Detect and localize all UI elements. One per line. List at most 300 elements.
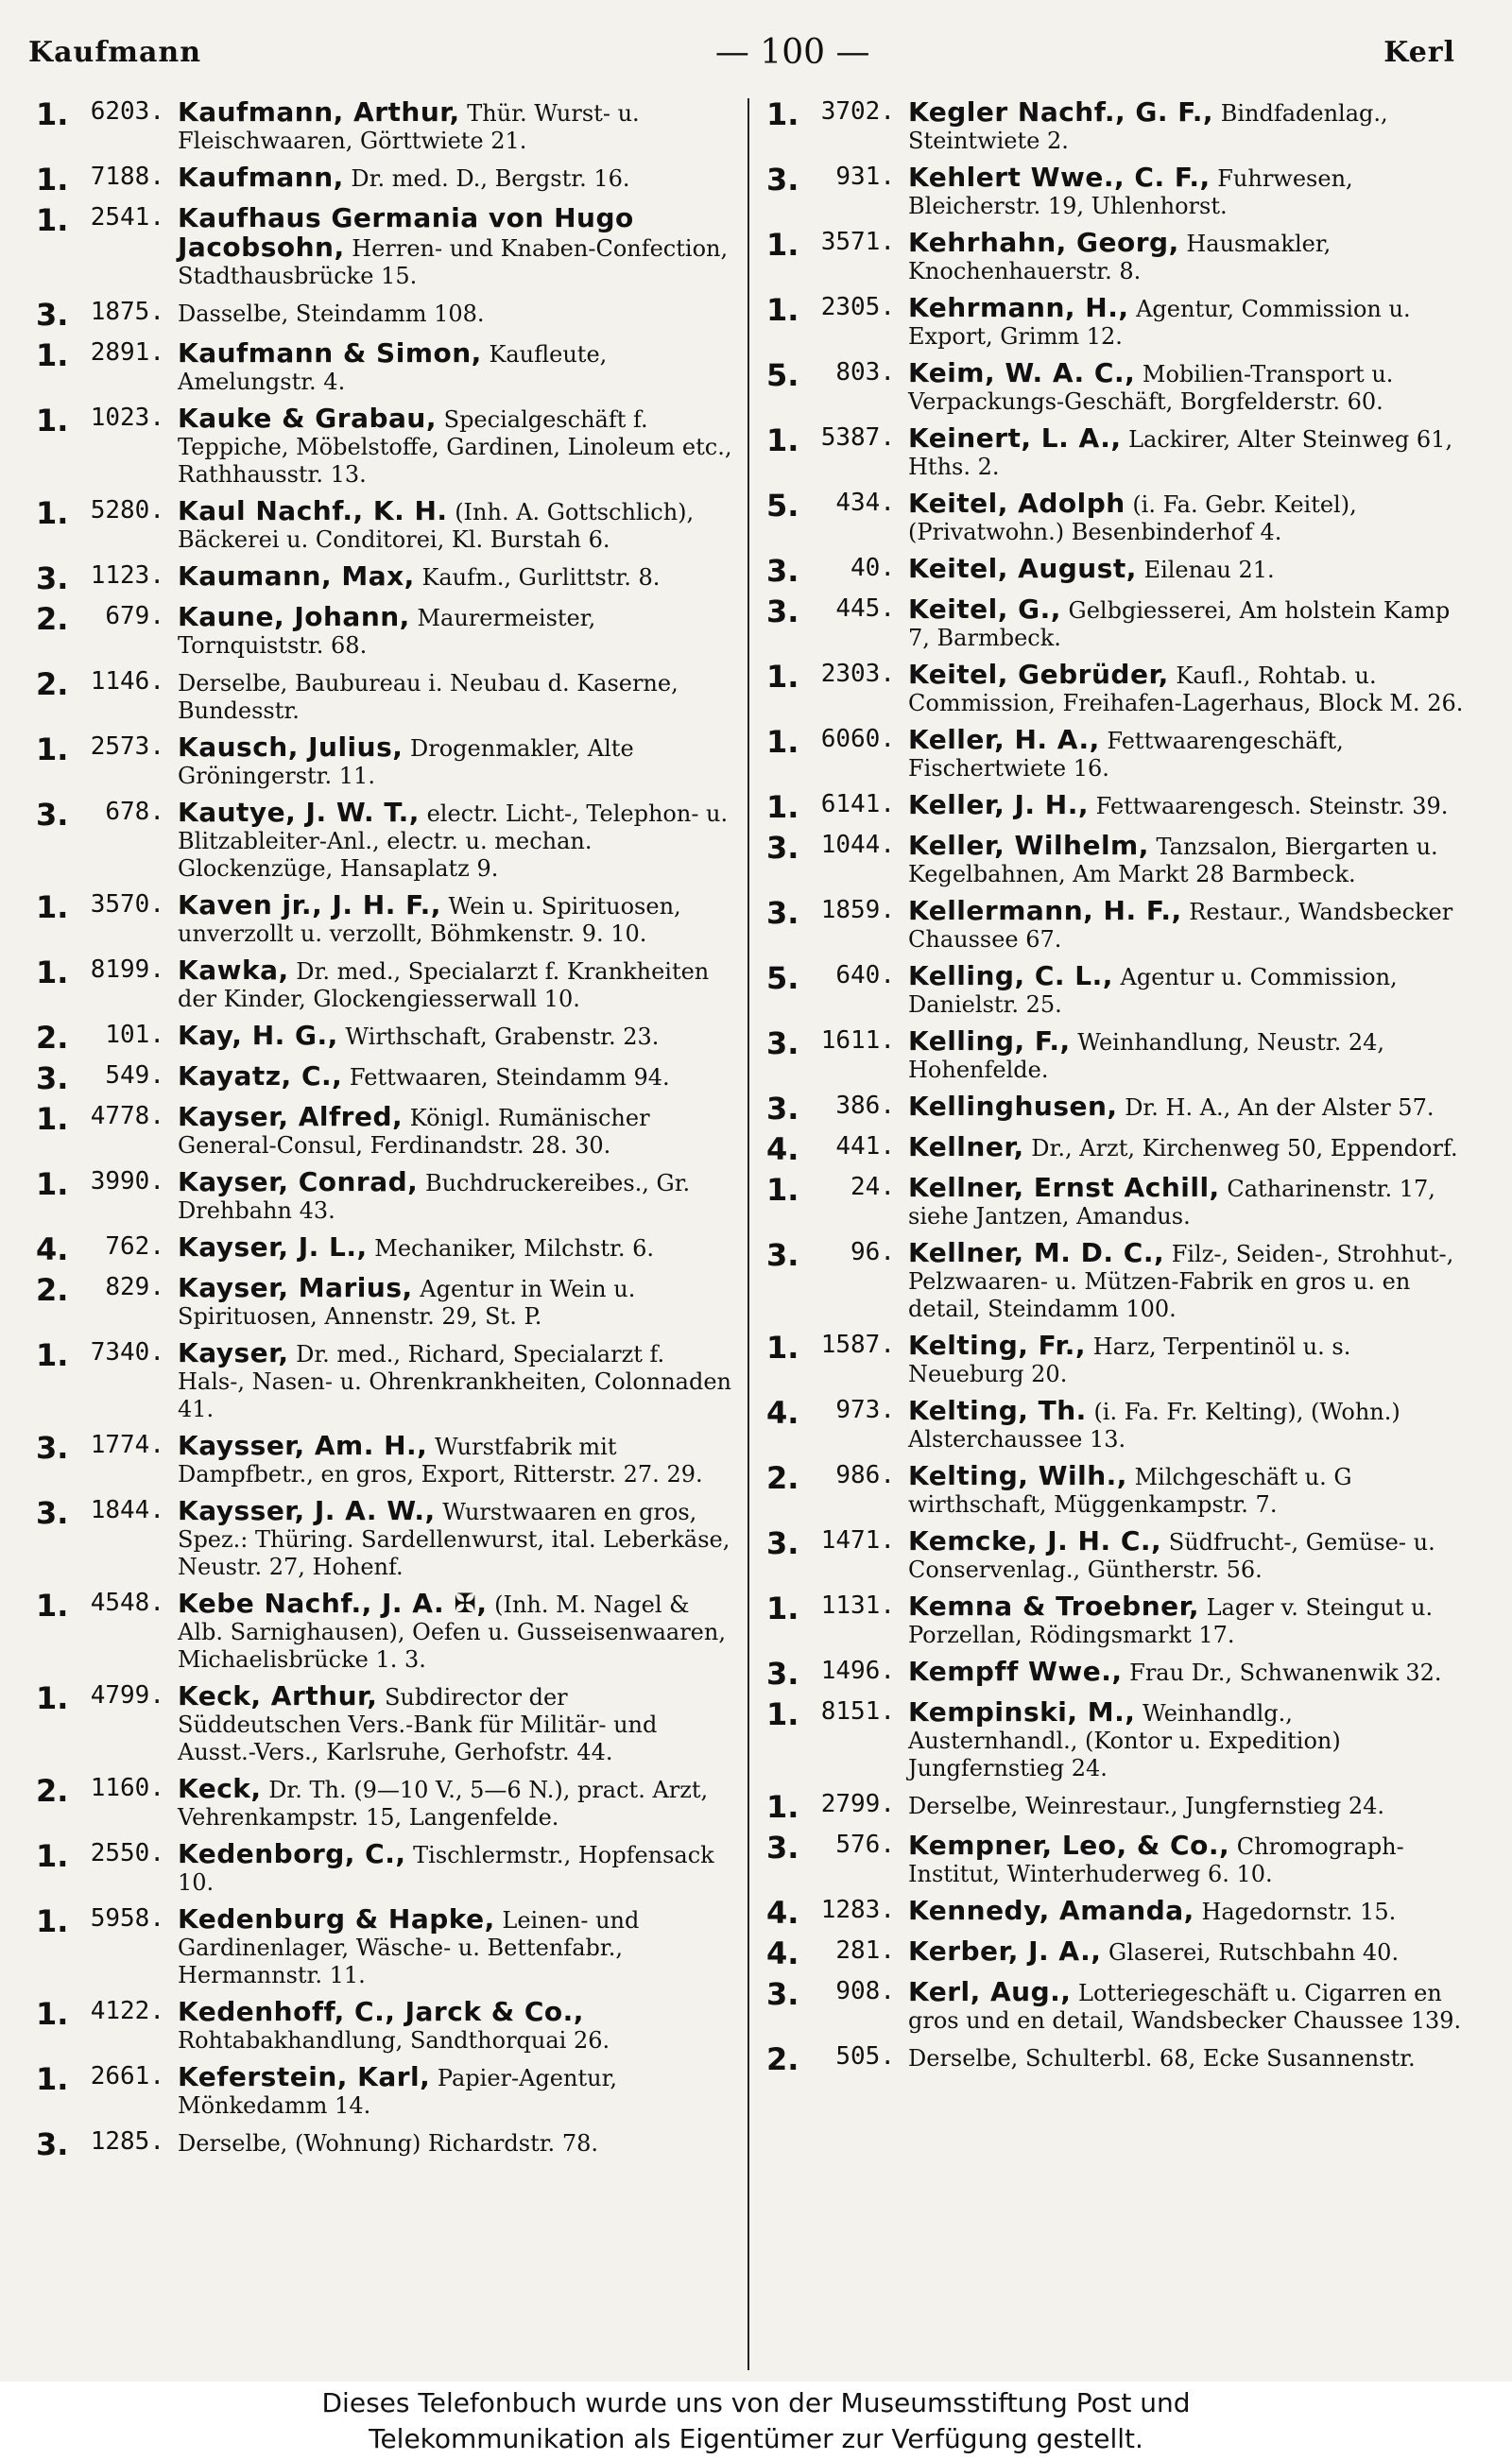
subscriber-details: Thür. Wurst- u. Fleischwaaren, Görttwiete 21. — [178, 100, 640, 154]
entry-body — [908, 490, 1465, 546]
phone-number: 8151. — [820, 1697, 895, 1726]
exchange-number: 5. — [766, 357, 799, 393]
entry-body — [908, 1592, 1465, 1649]
phone-number: 576. — [835, 1831, 895, 1859]
exchange-number: 2. — [36, 601, 69, 637]
subscriber-details: Wirthschaft, Grabenstr. 23. — [337, 1024, 660, 1050]
subscriber-name: Kaufmann, — [178, 162, 344, 193]
phone-number: 973. — [835, 1396, 895, 1424]
subscriber-details: Maurermeister, Tornquiststr. 68. — [178, 605, 596, 659]
phone-number: 1285. — [90, 2127, 164, 2156]
phone-number: 6060. — [820, 725, 895, 753]
entry-body — [908, 1937, 1465, 1970]
exchange-number: 1. — [36, 955, 69, 990]
phone-number: 1023. — [90, 404, 164, 432]
subscriber-details: Drogenmakler, Alte Gröningerstr. 11. — [178, 735, 634, 789]
directory-entry — [36, 733, 734, 790]
entry-body — [908, 294, 1465, 351]
exchange-number: 3. — [36, 1060, 69, 1096]
subscriber-name: Kerber, J. A., — [908, 1935, 1102, 1967]
exchange-number: 2. — [766, 2041, 799, 2077]
entry-body — [178, 163, 734, 196]
directory-entry — [766, 1397, 1465, 1454]
footer-text: Dieses Telefonbuch wurde uns von der Museumsstiftung Post und Telekommunikation als Eigentümer zur Verfügung gestellt. — [321, 2386, 1191, 2454]
entry-body — [908, 424, 1465, 481]
page-number: — 100 — — [714, 32, 870, 72]
entry-body — [178, 1682, 734, 1766]
subscriber-name: Kennedy, Amanda, — [908, 1895, 1194, 1926]
phone-number: 678. — [105, 798, 164, 826]
directory-entry — [36, 1682, 734, 1766]
exchange-number: 1. — [766, 1591, 799, 1626]
subscriber-name: Keller, J. H., — [908, 789, 1089, 820]
directory-entry — [36, 1022, 734, 1054]
directory-entry — [766, 424, 1465, 481]
subscriber-name: Kemcke, J. H. C., — [908, 1525, 1162, 1557]
exchange-number: 1. — [36, 495, 69, 531]
phone-number: 4548. — [90, 1589, 164, 1617]
entry-body — [178, 2128, 734, 2160]
exchange-number: 3. — [36, 1430, 69, 1466]
subscriber-details: (i. Fa. Fr. Kelting), (Wohn.) Alsterchaussee 13. — [908, 1399, 1400, 1453]
phone-number: 2573. — [90, 732, 164, 761]
directory-entry — [36, 603, 734, 660]
exchange-number: 1. — [766, 1172, 799, 1208]
entry-body — [908, 1174, 1465, 1230]
phone-number: 1859. — [820, 896, 895, 924]
subscriber-details: Agentur u. Commission, Danielstr. 25. — [908, 964, 1398, 1018]
entry-body — [908, 1462, 1465, 1519]
exchange-number: 1. — [36, 889, 69, 925]
subscriber-details: (Inh. A. Gottschlich), Bäckerei u. Conditorei, Kl. Burstah 6. — [178, 499, 695, 553]
exchange-number: 1. — [36, 1166, 69, 1202]
entry-body — [178, 1062, 734, 1094]
phone-number: 1283. — [820, 1896, 895, 1924]
entry-body — [178, 1274, 734, 1331]
exchange-number: 1. — [36, 98, 69, 132]
subscriber-name: Kayser, — [178, 1337, 289, 1368]
entry-body — [178, 299, 734, 331]
subscriber-name: Kegler Nachf., G. F., — [908, 98, 1214, 128]
phone-number: 1044. — [820, 831, 895, 859]
subscriber-name: Kellinghusen, — [908, 1091, 1118, 1122]
directory-entry — [766, 726, 1465, 783]
subscriber-details: Hausmakler, Knochenhauerstr. 8. — [908, 231, 1332, 284]
directory-entry — [36, 1432, 734, 1488]
phone-number: 1496. — [820, 1657, 895, 1685]
exchange-number: 1. — [36, 1588, 69, 1624]
subscriber-name: Kelting, Th. — [908, 1395, 1087, 1426]
subscriber-name: Kausch, Julius, — [178, 731, 404, 763]
subscriber-details: Specialgeschäft f. Teppiche, Möbelstoffe, Gardinen, Linoleum etc., Rathhausstr. 13. — [178, 406, 732, 488]
directory-entry — [766, 1832, 1465, 1888]
entry-body — [178, 204, 734, 290]
directory-entry — [36, 497, 734, 554]
phone-number: 434. — [835, 489, 895, 517]
subscriber-details: Bindfadenlag., Steintwiete 2. — [908, 100, 1388, 154]
directory-entry — [766, 661, 1465, 717]
subscriber-details: Mobilien-Transport u. Verpackungs-Geschäft, Borgfelderstr. 60. — [908, 361, 1394, 415]
subscriber-name: Kautye, J. W. T., — [178, 797, 420, 828]
directory-entry — [36, 1233, 734, 1265]
exchange-number: 3. — [36, 2126, 69, 2162]
subscriber-details: Kaufl., Rohtab. u. Commission, Freihafen-Lagerhaus, Block M. 26. — [908, 662, 1464, 716]
subscriber-details: Wurstwaaren en gros, Spez.: Thüring. Sardellenwurst, ital. Leberkäse, Neustr. 27, Hohenf. — [178, 1499, 730, 1580]
directory-entry — [36, 891, 734, 948]
entry-body — [178, 1840, 734, 1897]
entry-body — [178, 339, 734, 396]
left-column — [26, 98, 749, 2370]
directory-entry — [766, 791, 1465, 823]
phone-number: 2661. — [90, 2062, 164, 2090]
subscriber-name: Kerl, Aug., — [908, 1976, 1072, 2007]
exchange-number: 1. — [766, 292, 799, 328]
exchange-number: 3. — [766, 1656, 799, 1692]
exchange-number: 1. — [766, 789, 799, 825]
header-right-keyword: Kerl — [1383, 35, 1455, 69]
directory-entry — [36, 1998, 734, 2055]
subscriber-name: Keinert, L. A., — [908, 422, 1122, 454]
subscriber-name: Kayser, Marius, — [178, 1272, 413, 1303]
subscriber-name: Kelling, F., — [908, 1025, 1071, 1057]
exchange-number: 4. — [36, 1231, 69, 1267]
subscriber-name: Keck, — [178, 1773, 262, 1804]
entry-body — [178, 603, 734, 660]
subscriber-name: Kehlert Wwe., C. F., — [908, 162, 1211, 193]
phone-number: 908. — [835, 1977, 895, 2005]
subscriber-details: Dr. med., Specialarzt f. Krankheiten der Kinder, Glockengiesserwall 10. — [178, 958, 710, 1012]
subscriber-name: Kaumann, Max, — [178, 560, 415, 592]
exchange-number: 3. — [766, 1525, 799, 1561]
subscriber-details: Catharinenstr. 17, siehe Jantzen, Amandus. — [908, 1176, 1435, 1230]
exchange-number: 3. — [766, 1830, 799, 1866]
subscriber-details: Agentur in Wein u. Spirituosen, Annenstr. 29, St. P. — [178, 1276, 636, 1330]
subscriber-name: Kawka, — [178, 955, 289, 986]
subscriber-name: Kempff Wwe., — [908, 1656, 1123, 1687]
phone-number: 6141. — [820, 790, 895, 818]
phone-number: 96. — [850, 1238, 895, 1266]
entry-body — [178, 1998, 734, 2055]
phone-number: 1774. — [90, 1431, 164, 1459]
entry-body — [908, 1658, 1465, 1690]
phone-number: 4799. — [90, 1681, 164, 1710]
directory-entry — [766, 294, 1465, 351]
exchange-number: 1. — [36, 731, 69, 767]
subscriber-details: Gelbgiesserei, Am holstein Kamp 7, Barmbeck. — [908, 597, 1451, 651]
entry-body — [178, 956, 734, 1013]
subscriber-details: Papier-Agentur, Mönkedamm 14. — [178, 2065, 618, 2119]
directory-entry — [36, 1339, 734, 1423]
subscriber-name: Kehrmann, H., — [908, 292, 1129, 323]
entry-body — [908, 98, 1465, 155]
directory-entry — [766, 229, 1465, 285]
exchange-number: 1. — [36, 1680, 69, 1716]
phone-number: 3570. — [90, 890, 164, 919]
subscriber-details: Derselbe, (Wohnung) Richardstr. 78. — [178, 2130, 598, 2157]
exchange-number: 4. — [766, 1895, 799, 1931]
subscriber-details: Lackirer, Alter Steinweg 61, Hths. 2. — [908, 426, 1453, 480]
subscriber-name: Kauke & Grabau, — [178, 403, 437, 434]
phone-number: 24. — [850, 1173, 895, 1201]
entry-body — [178, 799, 734, 883]
subscriber-name: Keitel, Adolph — [908, 488, 1125, 519]
exchange-number: 3. — [766, 1025, 799, 1061]
directory-entry — [766, 1978, 1465, 2035]
exchange-number: 1. — [36, 202, 69, 238]
entry-body — [908, 832, 1465, 888]
subscriber-details: Frau Dr., Schwanenwik 32. — [1122, 1660, 1442, 1686]
subscriber-name: Kayser, Alfred, — [178, 1101, 404, 1132]
subscriber-details: Glaserei, Rutschbahn 40. — [1101, 1939, 1400, 1966]
right-column — [749, 98, 1474, 2370]
exchange-number: 1. — [36, 1996, 69, 2032]
phone-number: 5958. — [90, 1904, 164, 1933]
subscriber-name: Kellner, — [908, 1131, 1024, 1162]
subscriber-name: Kedenhoff, C., Jarck & Co., — [178, 1996, 584, 2027]
exchange-number: 2. — [36, 1272, 69, 1308]
entry-body — [908, 1832, 1465, 1888]
directory-entry — [766, 1174, 1465, 1230]
subscriber-name: Kedenburg & Hapke, — [178, 1903, 495, 1935]
exchange-number: 4. — [766, 1935, 799, 1971]
directory-entry — [766, 1791, 1465, 1823]
subscriber-name: Kaufmann, Arthur, — [178, 98, 460, 128]
exchange-number: 3. — [766, 1091, 799, 1127]
entry-body — [908, 791, 1465, 823]
phone-number: 1146. — [90, 667, 164, 696]
entry-body — [908, 1397, 1465, 1454]
subscriber-name: Kaven jr., J. H. F., — [178, 889, 441, 920]
phone-number: 386. — [835, 1092, 895, 1120]
entry-body — [908, 897, 1465, 954]
directory-entry — [766, 1133, 1465, 1165]
entry-body — [908, 1092, 1465, 1125]
subscriber-details: Tischlermstr., Hopfensack 10. — [178, 1842, 714, 1896]
directory-entry — [766, 897, 1465, 954]
phone-number: 2541. — [90, 203, 164, 232]
footer-note — [0, 2382, 1512, 2460]
page-header — [28, 26, 1455, 77]
phone-number: 1160. — [90, 1774, 164, 1802]
exchange-number: 2. — [766, 1460, 799, 1496]
phone-number: 3990. — [90, 1167, 164, 1196]
subscriber-details: Leinen- und Gardinenlager, Wäsche- u. Bettenfabr., Hermannstr. 11. — [178, 1907, 640, 1988]
entry-body — [908, 2043, 1465, 2075]
phone-number: 549. — [105, 1061, 164, 1090]
subscriber-details: Fettwaarengesch. Steinstr. 39. — [1088, 793, 1449, 819]
subscriber-details: Kaufm., Gurlittstr. 8. — [414, 564, 661, 591]
subscriber-name: Kayser, Conrad, — [178, 1166, 419, 1197]
entry-body — [908, 1027, 1465, 1084]
entry-body — [908, 1897, 1465, 1929]
directory-entry — [766, 490, 1465, 546]
exchange-number: 2. — [36, 1773, 69, 1809]
directory-entry — [766, 1092, 1465, 1125]
entry-body — [908, 1527, 1465, 1584]
subscriber-details: Dr. Th. (9—10 V., 5—6 N.), pract. Arzt, Vehrenkampstr. 15, Langenfelde. — [178, 1777, 709, 1831]
subscriber-details: Milchgeschäft u. G wirthschaft, Müggenkampstr. 7. — [908, 1464, 1352, 1518]
entry-body — [178, 497, 734, 554]
subscriber-details: Eilenau 21. — [1136, 557, 1275, 583]
subscriber-details: Fettwaaren, Steindamm 94. — [342, 1064, 670, 1091]
entry-body — [178, 1168, 734, 1225]
exchange-number: 1. — [766, 422, 799, 458]
phone-number: 40. — [850, 554, 895, 582]
directory-entry — [36, 163, 734, 196]
entry-body — [178, 1022, 734, 1054]
subscriber-details: Harz, Terpentinöl u. s. Neueburg 20. — [908, 1333, 1351, 1387]
subscriber-name: Keim, W. A. C., — [908, 357, 1136, 388]
exchange-number: 3. — [36, 297, 69, 333]
entry-body — [908, 359, 1465, 416]
phone-number: 829. — [105, 1273, 164, 1301]
subscriber-details: Agentur, Commission u. Export, Grimm 12. — [908, 296, 1411, 350]
directory-entry — [766, 1592, 1465, 1649]
phone-number: 4778. — [90, 1102, 164, 1130]
directory-entry — [36, 1775, 734, 1832]
directory-entry — [36, 1103, 734, 1160]
directory-entry — [766, 1027, 1465, 1084]
subscriber-name: Keck, Arthur, — [178, 1680, 378, 1712]
entry-body — [178, 562, 734, 594]
subscriber-details: Buchdruckereibes., Gr. Drehbahn 43. — [178, 1170, 691, 1224]
phone-number: 7188. — [90, 163, 164, 191]
exchange-number: 1. — [36, 1337, 69, 1373]
subscriber-details: Dr. med. D., Bergstr. 16. — [343, 165, 630, 192]
subscriber-name: Kellner, M. D. C., — [908, 1237, 1165, 1268]
subscriber-name: Kelting, Wilh., — [908, 1460, 1127, 1491]
subscriber-details: Derselbe, Baubureau i. Neubau d. Kaserne, Bundesstr. — [178, 670, 679, 724]
exchange-number: 1. — [36, 1101, 69, 1137]
entry-body — [908, 555, 1465, 587]
entry-body — [908, 1332, 1465, 1388]
subscriber-details: Dr., Arzt, Kirchenweg 50, Eppendorf. — [1023, 1135, 1458, 1161]
directory-entry — [766, 1658, 1465, 1690]
entry-body — [178, 1233, 734, 1265]
entry-body — [178, 733, 734, 790]
subscriber-name: Kempinski, M., — [908, 1696, 1136, 1728]
subscriber-name: Kay, H. G., — [178, 1020, 338, 1051]
subscriber-name: Kellner, Ernst Achill, — [908, 1172, 1220, 1203]
exchange-number: 1. — [36, 2061, 69, 2097]
subscriber-name: Kelting, Fr., — [908, 1330, 1087, 1361]
exchange-number: 1. — [766, 659, 799, 695]
directory-entry — [766, 1897, 1465, 1929]
phone-number: 281. — [835, 1936, 895, 1965]
exchange-number: 5. — [766, 960, 799, 996]
subscriber-details: Derselbe, Weinrestaur., Jungfernstieg 24. — [908, 1793, 1385, 1819]
entry-body — [178, 1775, 734, 1832]
subscriber-details: Weinhandlung, Neustr. 24, Hohenfelde. — [908, 1029, 1384, 1083]
phone-number: 445. — [835, 594, 895, 623]
subscriber-name: Kaul Nachf., K. H. — [178, 495, 448, 526]
phone-number: 986. — [835, 1461, 895, 1489]
directory-entry — [36, 2063, 734, 2120]
directory-entry — [766, 962, 1465, 1019]
exchange-number: 3. — [766, 830, 799, 866]
exchange-number: 4. — [766, 1131, 799, 1167]
subscriber-details: Subdirector der Süddeutschen Vers.-Bank für Militär- und Ausst.-Vers., Karlsruhe, Gerhofstr. 44. — [178, 1684, 658, 1765]
phone-number: 5280. — [90, 496, 164, 525]
directory-entry — [36, 98, 734, 155]
subscriber-name: Kayatz, C., — [178, 1060, 343, 1092]
directory-entry — [766, 1937, 1465, 1970]
phone-number: 1131. — [820, 1591, 895, 1620]
entry-body — [908, 1791, 1465, 1823]
entry-body — [908, 726, 1465, 783]
directory-entry — [36, 204, 734, 290]
phone-number: 1844. — [90, 1496, 164, 1524]
exchange-number: 1. — [36, 403, 69, 439]
exchange-number: 3. — [766, 1976, 799, 2012]
subscriber-details: Südfrucht-, Gemüse- u. Conservenlag., Güntherstr. 56. — [908, 1529, 1435, 1583]
subscriber-details: Wein u. Spirituosen, unverzollt u. verzollt, Böhmkenstr. 9. 10. — [178, 893, 681, 947]
entry-body — [908, 661, 1465, 717]
subscriber-details: Hagedornstr. 15. — [1194, 1899, 1397, 1925]
subscriber-details: (i. Fa. Gebr. Keitel), (Privatwohn.) Besenbinderhof 4. — [908, 491, 1357, 545]
subscriber-details: Dr. H. A., An der Alster 57. — [1117, 1094, 1435, 1121]
directory-entry — [766, 359, 1465, 416]
subscriber-details: Filz-, Seiden-, Strohhut-, Pelzwaaren- u. Mützen-Fabrik en gros u. en detail, Steindamm 100. — [908, 1241, 1454, 1322]
exchange-number: 1. — [766, 1330, 799, 1366]
entry-body — [178, 404, 734, 489]
phone-number: 2305. — [820, 293, 895, 321]
subscriber-details: Derselbe, Schulterbl. 68, Ecke Susannenstr. — [908, 2045, 1416, 2072]
entry-body — [908, 1978, 1465, 2035]
subscriber-name: Kaysser, Am. H., — [178, 1430, 428, 1461]
directory-entry — [36, 339, 734, 396]
directory-entry — [766, 1527, 1465, 1584]
subscriber-details: Lotteriegeschäft u. Cigarren en gros und en detail, Wandsbecker Chaussee 139. — [908, 1980, 1462, 2034]
entry-body — [908, 229, 1465, 285]
exchange-number: 3. — [766, 162, 799, 198]
directory-entry — [36, 2128, 734, 2160]
phone-number: 505. — [835, 2042, 895, 2071]
phone-number: 2891. — [90, 338, 164, 367]
directory-entry — [36, 404, 734, 489]
subscriber-details: Kaufleute, Amelungstr. 4. — [178, 341, 608, 395]
exchange-number: 4. — [766, 1395, 799, 1431]
subscriber-details: Königl. Rumänischer General-Consul, Ferdinandstr. 28. 30. — [178, 1105, 650, 1159]
phone-number: 8199. — [90, 955, 164, 984]
phone-number: 441. — [835, 1132, 895, 1161]
subscriber-details: Herren- und Knaben-Confection, Stadthausbrücke 15. — [178, 235, 729, 289]
subscriber-details: Wurstfabrik mit Dampfbetr., en gros, Export, Ritterstr. 27. 29. — [178, 1434, 703, 1488]
exchange-number: 3. — [36, 1495, 69, 1531]
directory-entry — [36, 299, 734, 331]
subscriber-details: Chromograph-Institut, Winterhuderweg 6. 10. — [908, 1833, 1404, 1887]
exchange-number: 3. — [766, 553, 799, 589]
directory-entry — [36, 1905, 734, 1989]
subscriber-name: Kaune, Johann, — [178, 601, 410, 632]
directory-entry — [36, 956, 734, 1013]
subscriber-name: Kempner, Leo, & Co., — [908, 1830, 1230, 1861]
subscriber-details: Weinhandlg., Austernhandl., (Kontor u. Expedition) Jungfernstieg 24. — [908, 1700, 1341, 1781]
directory-entry — [36, 1168, 734, 1225]
directory-entry — [36, 799, 734, 883]
subscriber-details: Lager v. Steingut u. Porzellan, Rödingsmarkt 17. — [908, 1594, 1434, 1648]
phone-number: 6203. — [90, 98, 164, 126]
directory-entry — [36, 1062, 734, 1094]
subscriber-name: Kayser, J. L., — [178, 1231, 368, 1263]
phone-number: 2799. — [820, 1790, 895, 1818]
entry-body — [178, 1905, 734, 1989]
entry-body — [178, 2063, 734, 2120]
directory-entry — [36, 1497, 734, 1581]
exchange-number: 1. — [766, 227, 799, 263]
subscriber-name: Kehrhahn, Georg, — [908, 227, 1179, 258]
directory-entry — [766, 1239, 1465, 1323]
